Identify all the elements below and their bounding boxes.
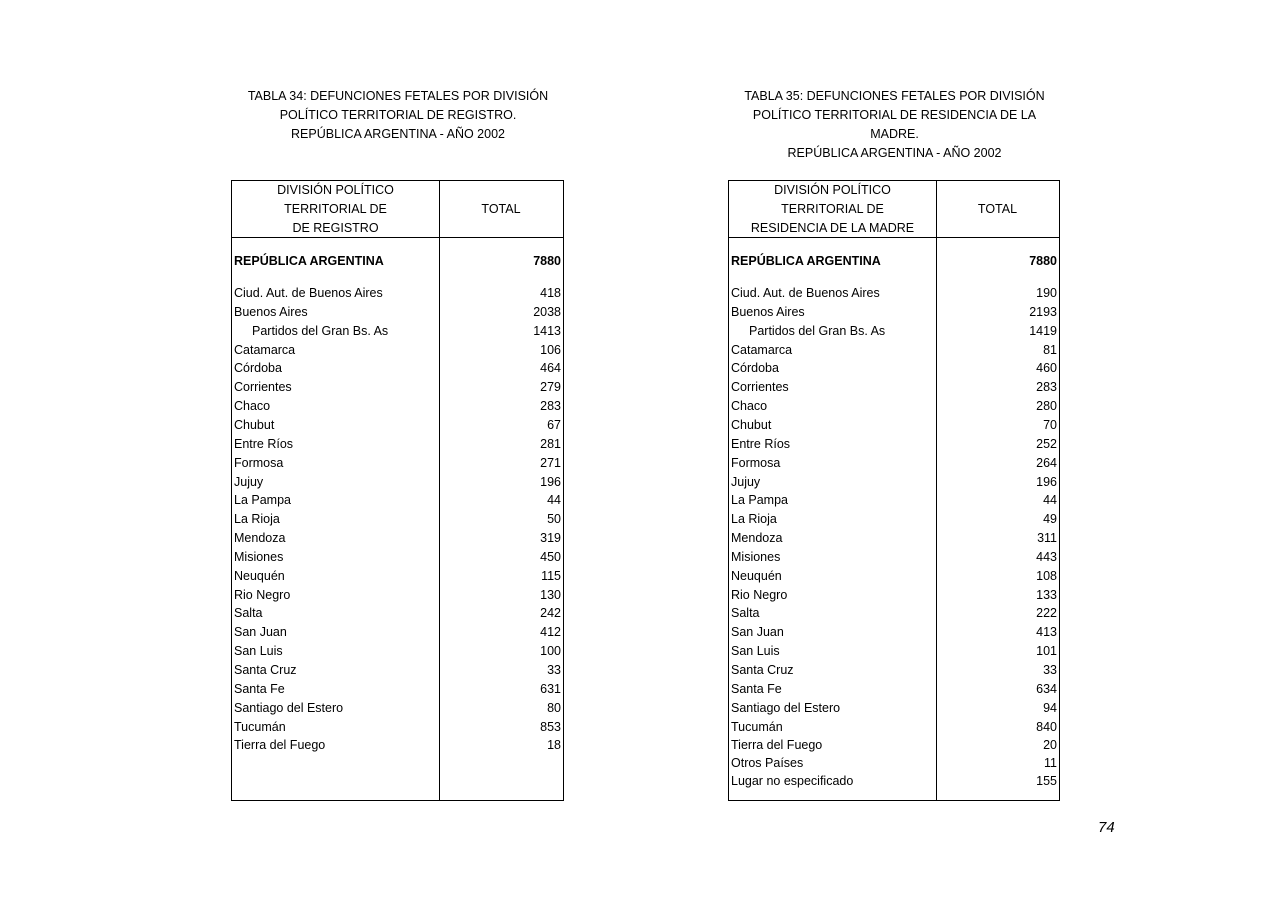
header-division	[232, 181, 439, 237]
table-row	[729, 642, 1059, 661]
row-value: 631	[540, 681, 561, 696]
row-label: Buenos Aires	[731, 304, 805, 319]
row-value: 7880	[1029, 254, 1057, 268]
row-value: 283	[1036, 380, 1057, 395]
table-row	[729, 510, 1059, 529]
table-row	[232, 510, 563, 529]
row-label: Tierra del Fuego	[234, 738, 326, 753]
row-value: 133	[1036, 587, 1057, 602]
row-label: Rio Negro	[234, 587, 291, 602]
table-row	[729, 680, 1059, 699]
row-value: 70	[1043, 417, 1057, 432]
row-label: Ciud. Aut. de Buenos Aires	[234, 286, 383, 300]
row-value: 130	[540, 587, 561, 602]
row-value: 50	[547, 512, 561, 527]
table-row	[232, 303, 563, 322]
row-label: Ciud. Aut. de Buenos Aires	[731, 286, 880, 300]
page-number: 74	[1098, 819, 1115, 836]
table-row	[729, 772, 1059, 791]
total-row	[729, 252, 1059, 271]
row-value: 44	[547, 493, 561, 508]
row-label: Formosa	[731, 455, 781, 470]
row-label: Corrientes	[234, 380, 292, 395]
row-value: 264	[1036, 455, 1057, 470]
table-row	[729, 341, 1059, 360]
header-line: DIVISIÓN POLÍTICO	[774, 183, 891, 197]
row-label: Jujuy	[234, 474, 264, 489]
row-label: Rio Negro	[731, 587, 788, 602]
row-value: 7880	[533, 254, 561, 268]
row-label: Salta	[731, 606, 760, 621]
header-line: DE REGISTRO	[292, 221, 379, 235]
row-label: Neuquén	[234, 568, 285, 583]
table-35-title	[729, 87, 1060, 163]
row-label: Mendoza	[731, 531, 783, 546]
row-value: 283	[540, 399, 561, 414]
row-label: La Pampa	[731, 493, 788, 508]
row-value: 412	[540, 625, 561, 640]
table-row	[232, 736, 563, 755]
row-value: 94	[1043, 700, 1057, 715]
row-label: Partidos del Gran Bs. As	[749, 323, 886, 338]
table-34	[231, 180, 564, 801]
table-35	[728, 180, 1060, 801]
table-row	[729, 529, 1059, 548]
header-line: RESIDENCIA DE LA MADRE	[750, 221, 915, 235]
row-label: Tierra del Fuego	[731, 738, 823, 753]
table-row	[232, 661, 563, 680]
row-label: San Luis	[731, 644, 780, 659]
title-line: REPÚBLICA ARGENTINA - AÑO 2002	[291, 127, 505, 141]
table-row	[729, 699, 1059, 718]
table-row	[232, 604, 563, 623]
row-value: 222	[1036, 606, 1057, 621]
row-label: Neuquén	[731, 568, 782, 583]
table-row	[729, 416, 1059, 435]
row-value: 155	[1036, 774, 1057, 789]
row-label: Salta	[234, 606, 263, 621]
total-row	[232, 252, 563, 271]
table-row	[232, 454, 563, 473]
row-value: 280	[1036, 399, 1057, 414]
header-total: TOTAL	[977, 202, 1018, 216]
row-value: 81	[1043, 342, 1057, 357]
row-label: Mendoza	[234, 531, 286, 546]
row-label: Jujuy	[731, 474, 761, 489]
row-value: 443	[1036, 549, 1057, 564]
row-value: 279	[540, 380, 561, 395]
row-label: Misiones	[731, 549, 781, 564]
row-label: Catamarca	[731, 342, 793, 357]
row-value: 413	[1036, 625, 1057, 640]
table-row	[729, 435, 1059, 454]
table-row	[729, 397, 1059, 416]
table-row	[232, 397, 563, 416]
row-value: 634	[1036, 681, 1057, 696]
row-value: 11	[1044, 755, 1057, 770]
row-value: 281	[540, 436, 561, 451]
table-row	[232, 680, 563, 699]
row-value: 67	[547, 417, 561, 432]
header-division	[729, 181, 936, 237]
row-label: Entre Ríos	[234, 436, 294, 451]
table-row	[729, 586, 1059, 605]
header-line: TERRITORIAL DE	[781, 202, 884, 216]
row-label: Santa Cruz	[234, 663, 297, 677]
row-label: Tucumán	[731, 719, 783, 734]
table-row	[729, 548, 1059, 567]
table-row	[232, 284, 563, 303]
table-row	[729, 623, 1059, 642]
row-value: 49	[1043, 512, 1057, 527]
row-label: Córdoba	[731, 361, 779, 376]
row-value: 418	[540, 286, 561, 300]
row-label: San Juan	[731, 625, 784, 640]
table-row	[729, 454, 1059, 473]
row-label: San Luis	[234, 644, 283, 659]
row-label: Partidos del Gran Bs. As	[252, 323, 389, 338]
row-value: 33	[1043, 663, 1057, 677]
row-label: Lugar no especificado	[731, 774, 854, 789]
row-label: Formosa	[234, 455, 284, 470]
row-value: 108	[1036, 568, 1057, 583]
row-value: 80	[547, 700, 561, 715]
table-row	[729, 736, 1059, 755]
row-value: 460	[1036, 361, 1057, 376]
row-label: Corrientes	[731, 380, 789, 395]
row-value: 101	[1036, 644, 1057, 659]
row-label: La Pampa	[234, 493, 291, 508]
row-value: 115	[541, 568, 561, 583]
row-label: Entre Ríos	[731, 436, 791, 451]
row-value: 464	[540, 361, 561, 376]
row-value: 196	[1036, 474, 1057, 489]
row-label: Otros Países	[731, 755, 804, 770]
table-row	[729, 473, 1059, 492]
table-row	[232, 586, 563, 605]
table-row	[232, 341, 563, 360]
row-label: REPÚBLICA ARGENTINA	[731, 254, 881, 268]
table-row	[729, 567, 1059, 586]
table-row	[729, 284, 1059, 303]
row-value: 20	[1043, 738, 1057, 753]
row-value: 100	[540, 644, 561, 659]
row-label: Tucumán	[234, 719, 286, 734]
row-value: 33	[547, 663, 561, 677]
row-label: Chubut	[731, 417, 772, 432]
title-line: TABLA 34: DEFUNCIONES FETALES POR DIVISIÓN	[247, 89, 549, 103]
row-value: 2038	[533, 304, 561, 319]
row-value: 18	[547, 738, 561, 753]
row-label: Catamarca	[234, 342, 296, 357]
row-label: Chubut	[234, 417, 275, 432]
table-row	[729, 322, 1059, 341]
row-label: Córdoba	[234, 361, 282, 376]
row-label: Buenos Aires	[234, 304, 308, 319]
row-value: 853	[540, 719, 561, 734]
row-label: Santa Fe	[234, 681, 285, 696]
row-value: 840	[1036, 719, 1057, 734]
table-row	[232, 435, 563, 454]
header-total: TOTAL	[481, 202, 521, 216]
row-value: 242	[540, 606, 561, 621]
table-row	[232, 359, 563, 378]
table-row	[729, 718, 1059, 737]
row-label: Chaco	[731, 399, 768, 414]
row-value: 190	[1036, 286, 1057, 300]
table-row	[232, 491, 563, 510]
table-row	[232, 322, 563, 341]
table-row	[232, 718, 563, 737]
table-row	[232, 623, 563, 642]
title-line: POLÍTICO TERRITORIAL DE REGISTRO.	[279, 108, 517, 122]
row-value: 196	[540, 474, 561, 489]
row-label: Santiago del Estero	[731, 700, 841, 715]
table-34-title	[232, 87, 564, 144]
table-row	[729, 604, 1059, 623]
row-label: Santa Fe	[731, 681, 782, 696]
row-value: 1419	[1029, 323, 1057, 338]
table-row	[729, 754, 1059, 773]
table-row	[729, 661, 1059, 680]
row-value: 2193	[1029, 304, 1057, 319]
table-row	[232, 473, 563, 492]
table-row	[232, 642, 563, 661]
table-row	[232, 378, 563, 397]
title-line: REPÚBLICA ARGENTINA - AÑO 2002	[787, 146, 1002, 160]
table-row	[232, 699, 563, 718]
table-row	[729, 491, 1059, 510]
table-row	[729, 303, 1059, 322]
title-line: TABLA 35: DEFUNCIONES FETALES POR DIVISIÓN	[744, 89, 1045, 103]
row-value: 271	[540, 455, 561, 470]
row-value: 252	[1036, 436, 1057, 451]
row-label: Santiago del Estero	[234, 700, 344, 715]
table-row	[232, 567, 563, 586]
row-value: 1413	[533, 323, 561, 338]
table-row	[232, 416, 563, 435]
row-label: La Rioja	[731, 512, 777, 527]
title-line: POLÍTICO TERRITORIAL DE RESIDENCIA DE LA MADRE.	[752, 108, 1037, 141]
row-value: 450	[540, 549, 561, 564]
table-row	[729, 378, 1059, 397]
table-row	[232, 548, 563, 567]
header-line: DIVISIÓN POLÍTICO	[277, 183, 394, 197]
row-label: La Rioja	[234, 512, 280, 527]
row-value: 44	[1043, 493, 1057, 508]
row-value: 311	[1037, 531, 1057, 546]
row-label: Chaco	[234, 399, 271, 414]
table-row	[232, 529, 563, 548]
header-line: TERRITORIAL DE	[284, 202, 387, 216]
table-row	[729, 359, 1059, 378]
row-label: Misiones	[234, 549, 284, 564]
row-label: Santa Cruz	[731, 663, 794, 677]
row-label: San Juan	[234, 625, 287, 640]
row-value: 319	[540, 531, 561, 546]
row-label: REPÚBLICA ARGENTINA	[234, 254, 384, 268]
row-value: 106	[540, 342, 561, 357]
